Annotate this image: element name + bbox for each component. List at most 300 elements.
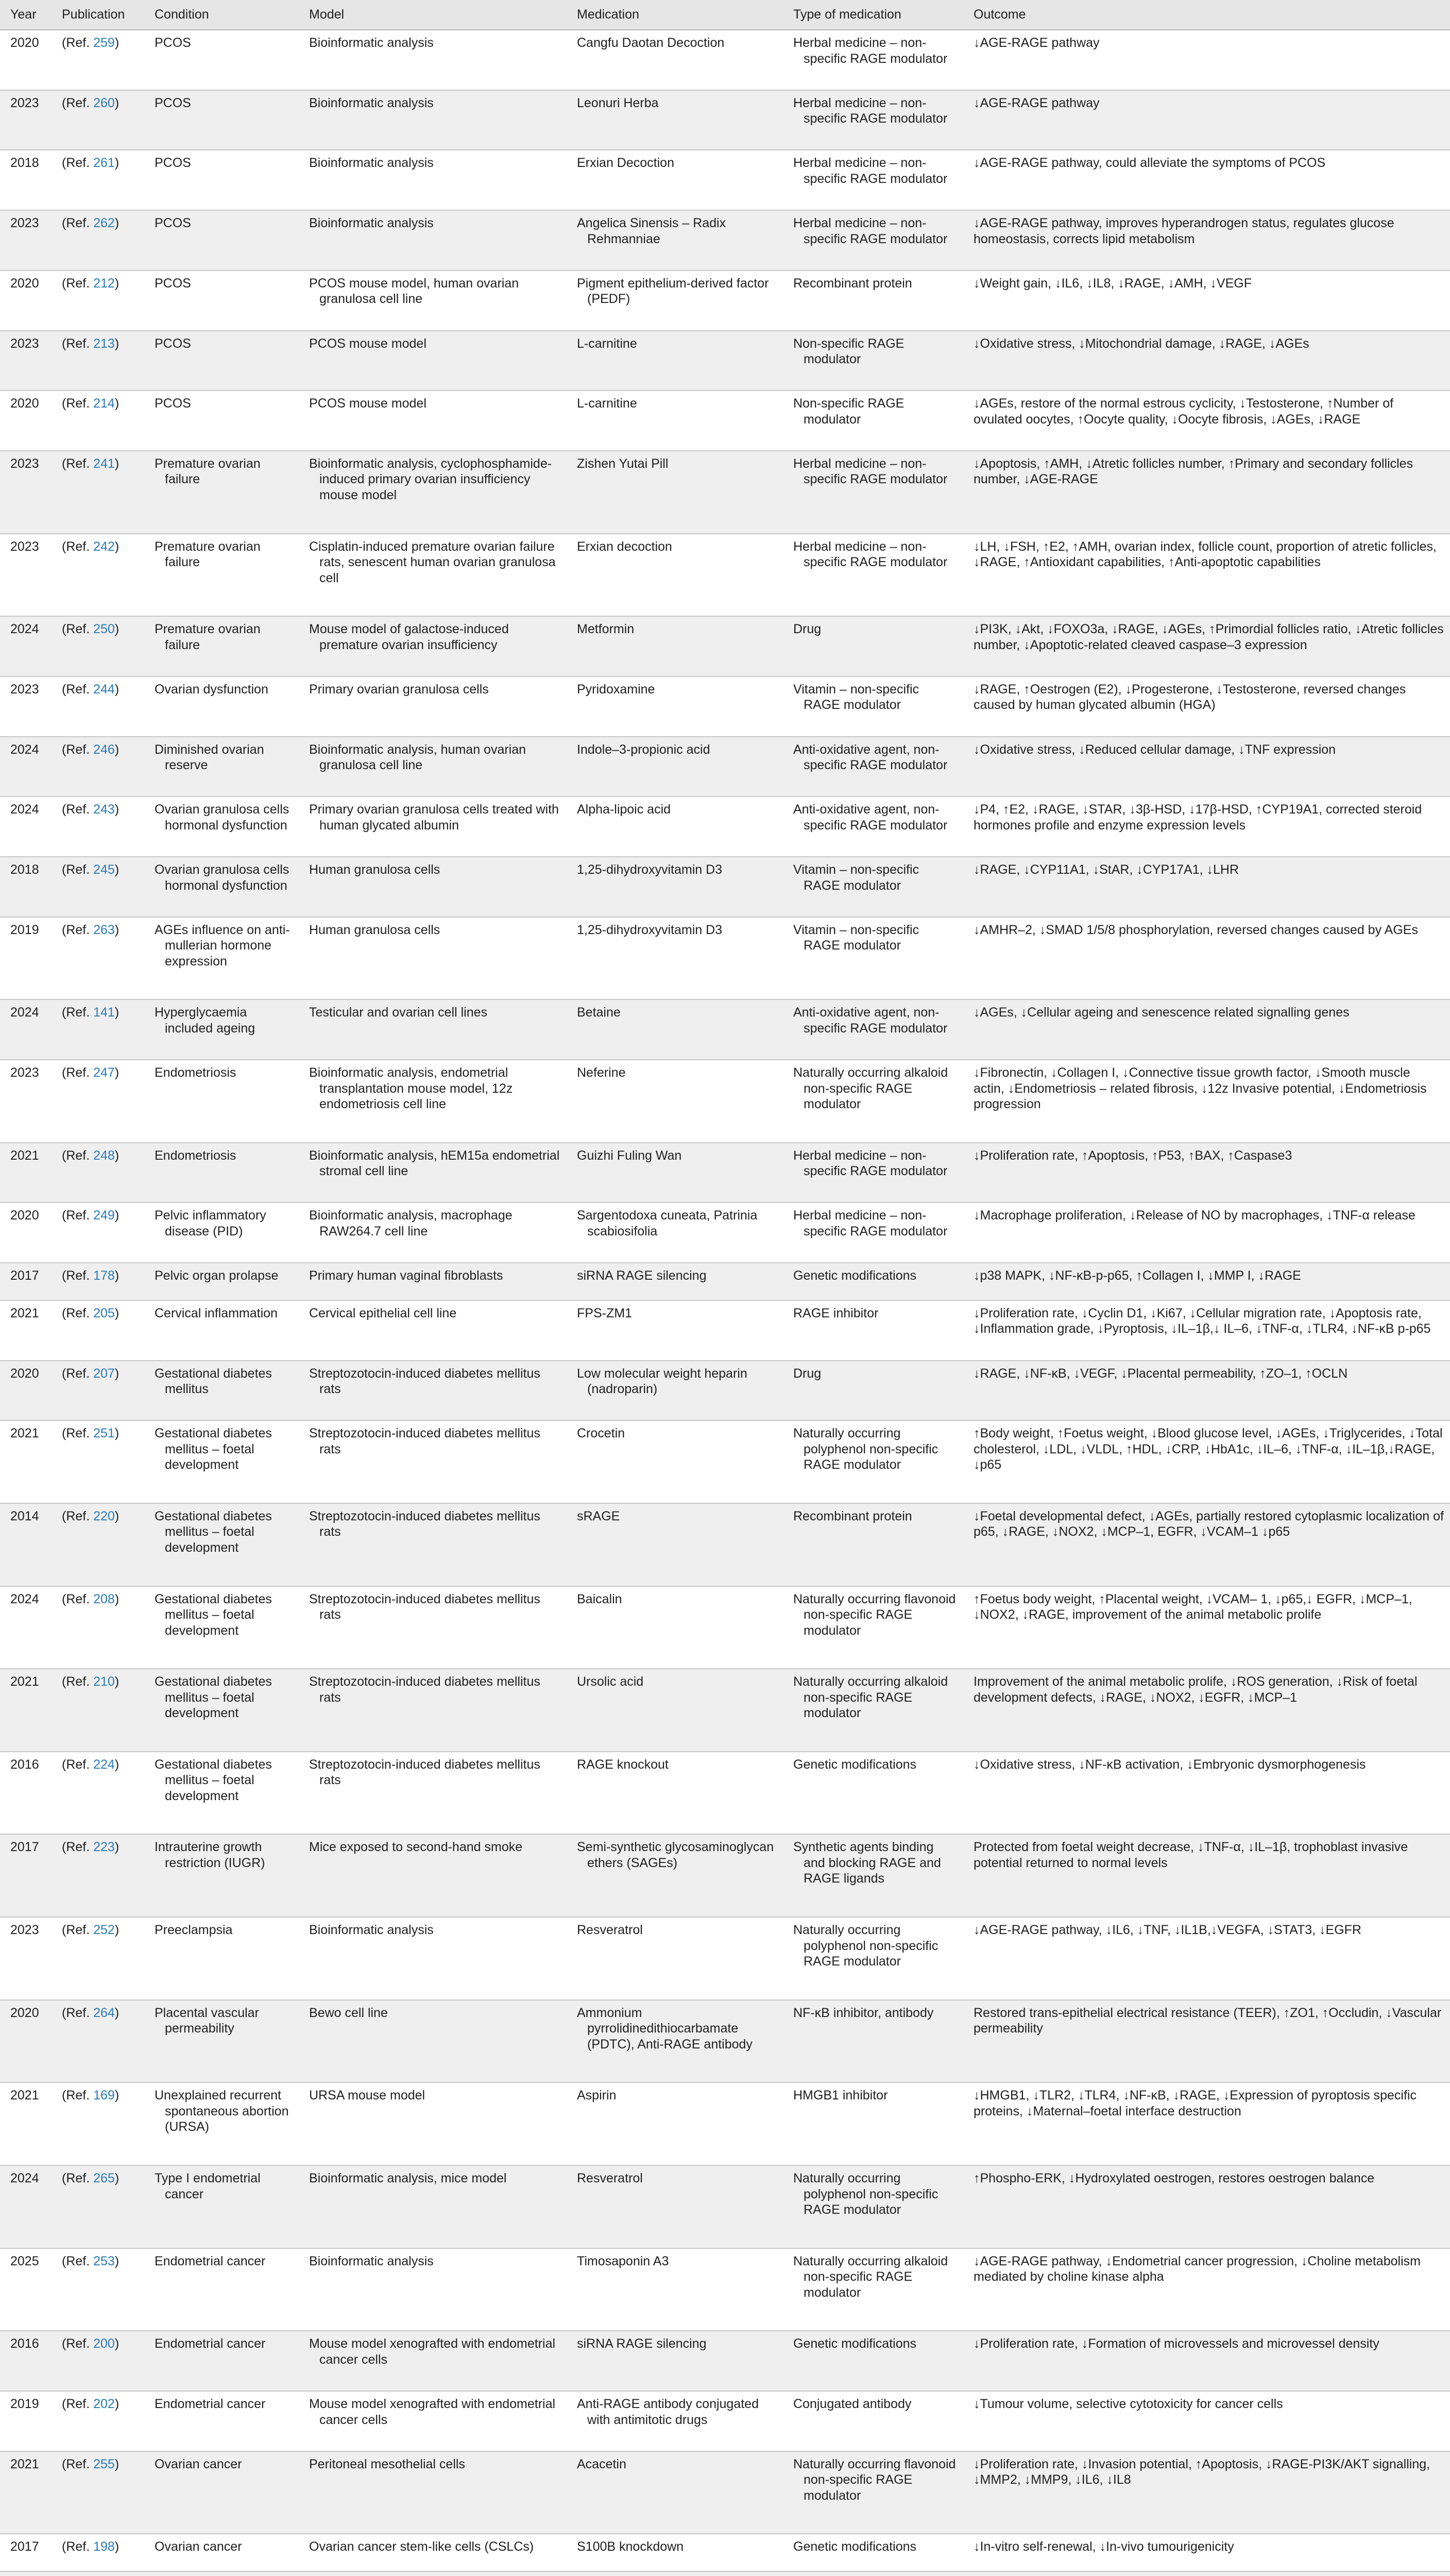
table-row (0, 1503, 1450, 1586)
publication-cell (52, 2391, 144, 2451)
condition-cell (144, 737, 299, 797)
model-cell-text: Bioinformatic analysis (309, 2253, 434, 2268)
outcome-cell-text: ↓AGEs, restore of the normal estrous cyclicity, ↓Testosterone, ↑Number of ovulated oocytes, ↑Oocyte quality, ↓Oocyte fibrosis, ↓AGEs, ↓RAGE (974, 396, 1394, 427)
medication-cell (567, 30, 783, 90)
ref-prefix: (Ref. (62, 1509, 94, 1523)
publication-cell (52, 210, 144, 270)
year-cell (0, 2000, 52, 2083)
ref-suffix: ) (114, 1757, 120, 1772)
reference-link[interactable]: 265 (93, 2171, 115, 2186)
medication-type-cell (783, 30, 963, 90)
ref-suffix: ) (114, 922, 120, 937)
publication-cell (52, 2331, 144, 2391)
condition-cell (144, 210, 299, 270)
outcome-cell (963, 1263, 1450, 1300)
reference-link[interactable]: 252 (93, 1923, 115, 1938)
year-cell-text: 2024 (10, 2171, 39, 2186)
medication-cell-text: FPS-ZM1 (577, 1306, 632, 1320)
header-type-of-medication: Type of medication (783, 0, 963, 30)
year-cell-text: 2021 (10, 1148, 39, 1163)
medication-type-cell-text: Vitamin – non-specific RAGE modulator (793, 922, 919, 953)
reference-link[interactable]: 205 (93, 1306, 115, 1320)
outcome-cell (963, 150, 1450, 210)
medication-type-cell-text: Herbal medicine – non-specific RAGE modulator (793, 539, 948, 570)
ref-suffix: ) (114, 1674, 120, 1689)
reference-link[interactable]: 259 (93, 36, 115, 50)
condition-cell (144, 1143, 299, 1203)
year-cell-text: 2020 (10, 1366, 39, 1381)
year-cell-text: 2020 (10, 36, 39, 50)
ref-prefix: (Ref. (62, 1757, 94, 1772)
publication-cell (52, 1060, 144, 1143)
condition-cell-text: Type I endometrial cancer (155, 2171, 261, 2201)
header-medication: Medication (567, 0, 783, 30)
medication-type-cell-text: Vitamin – non-specific RAGE modulator (793, 682, 919, 713)
outcome-cell (963, 737, 1450, 797)
model-cell-text: Bioinformatic analysis (309, 95, 434, 110)
outcome-cell (963, 1917, 1450, 2000)
ref-suffix: ) (114, 742, 120, 757)
condition-cell (144, 1420, 299, 1503)
medication-cell-text: L-carnitine (577, 336, 637, 351)
condition-cell-text: Gestational diabetes mellitus (155, 1366, 272, 1397)
publication-cell (52, 90, 144, 150)
publication-cell (52, 534, 144, 617)
medication-cell-text: Sargentodoxa cuneata, Patrinia scabiosifolia (577, 1208, 758, 1239)
year-cell-text: 2020 (10, 396, 39, 411)
model-cell-text: Testicular and ovarian cell lines (309, 1005, 488, 1020)
outcome-cell-text: ↓p38 MAPK, ↓NF-κB-p-p65, ↑Collagen I, ↓MMP I, ↓RAGE (974, 1268, 1301, 1283)
medication-type-cell-text: Herbal medicine – non-specific RAGE modulator (793, 216, 948, 246)
model-cell-text: Streptozotocin-induced diabetes mellitus rats (309, 1591, 540, 1622)
publication-cell (52, 616, 144, 676)
year-cell-text: 2019 (10, 922, 39, 937)
medication-type-cell-text: Drug (793, 622, 822, 637)
year-cell (0, 1834, 52, 1917)
model-cell (299, 1420, 567, 1503)
condition-cell-text: Hyperglycaemia included ageing (155, 1005, 255, 1036)
ref-prefix: (Ref. (62, 2253, 94, 2268)
medication-type-cell (783, 1420, 963, 1503)
model-cell-text: Bioinformatic analysis, endometrial transplantation mouse model, 12z endometriosis cell line (309, 1065, 513, 1112)
publication-cell (52, 2165, 144, 2248)
model-cell-text: PCOS mouse model (309, 396, 427, 411)
ref-prefix: (Ref. (62, 922, 94, 937)
medication-type-cell (783, 1060, 963, 1143)
medication-type-cell-text: Herbal medicine – non-specific RAGE modulator (793, 1148, 948, 1179)
medication-cell (567, 1143, 783, 1203)
ref-suffix: ) (114, 396, 120, 411)
medication-cell-text: Timosaponin A3 (577, 2253, 669, 2268)
outcome-cell (963, 1834, 1450, 1917)
ref-prefix: (Ref. (62, 1366, 94, 1381)
reference-link[interactable]: 207 (93, 1366, 115, 1381)
ref-prefix: (Ref. (62, 1148, 94, 1163)
reference-link[interactable]: 220 (93, 1509, 115, 1523)
ref-suffix: ) (114, 1208, 120, 1223)
table-row (0, 1420, 1450, 1503)
model-cell (299, 999, 567, 1060)
year-cell (0, 90, 52, 150)
reference-link[interactable]: 251 (93, 1426, 115, 1441)
medication-cell-text: siRNA RAGE silencing (577, 1268, 707, 1283)
year-cell-text: 2023 (10, 1065, 39, 1080)
publication-cell (52, 1503, 144, 1586)
ref-prefix: (Ref. (62, 802, 94, 817)
year-cell-text: 2021 (10, 1426, 39, 1441)
medication-type-cell (783, 2082, 963, 2165)
year-cell-text: 2014 (10, 1509, 39, 1523)
medication-type-cell-text: Recombinant protein (793, 276, 912, 291)
condition-cell (144, 1361, 299, 1421)
reference-link[interactable]: 263 (93, 922, 115, 937)
reference-link[interactable]: 213 (93, 336, 115, 351)
reference-link[interactable]: 248 (93, 1148, 115, 1163)
publication-cell (52, 1202, 144, 1263)
table-row (0, 331, 1450, 391)
medication-cell (567, 391, 783, 451)
year-cell (0, 534, 52, 617)
model-cell-text: Human granulosa cells (309, 862, 440, 877)
model-cell-text: Peritoneal mesothelial cells (309, 2456, 465, 2471)
medication-type-cell (783, 917, 963, 1000)
ref-suffix: ) (114, 2088, 120, 2103)
reference-link[interactable]: 202 (93, 2397, 115, 2412)
medication-cell (567, 1263, 783, 1300)
condition-cell (144, 1669, 299, 1752)
medication-cell-text: Acacetin (577, 2456, 626, 2471)
year-cell (0, 1361, 52, 1421)
model-cell (299, 2571, 567, 2576)
year-cell (0, 2331, 52, 2391)
medication-type-cell-text: Genetic modifications (793, 2539, 917, 2554)
ref-prefix: (Ref. (62, 1591, 94, 1606)
ref-prefix: (Ref. (62, 216, 94, 231)
model-cell-text: URSA mouse model (309, 2088, 425, 2103)
table-row (0, 857, 1450, 917)
outcome-cell-text: ↑Foetus body weight, ↑Placental weight, ↓VCAM– 1, ↓p65,↓ EGFR, ↓MCP–1, ↓NOX2, ↓RAGE, improvement of the animal metabolic prolife (974, 1591, 1412, 1622)
outcome-cell-text: ↓Weight gain, ↓IL6, ↓IL8, ↓RAGE, ↓AMH, ↓VEGF (974, 276, 1252, 291)
outcome-cell-text: ↓RAGE, ↓NF-κB, ↓VEGF, ↓Placental permeability, ↑ZO–1, ↑OCLN (974, 1366, 1348, 1381)
model-cell (299, 2000, 567, 2083)
condition-cell (144, 30, 299, 90)
publication-cell (52, 1669, 144, 1752)
ref-suffix: ) (114, 2005, 120, 2020)
ref-suffix: ) (114, 2539, 120, 2554)
outcome-cell-text: ↓AMHR–2, ↓SMAD 1/5/8 phosphorylation, reversed changes caused by AGEs (974, 922, 1418, 937)
model-cell (299, 534, 567, 617)
header-model: Model (299, 0, 567, 30)
medication-cell-text: S100B knockdown (577, 2539, 684, 2554)
outcome-cell (963, 1143, 1450, 1203)
condition-cell (144, 1917, 299, 2000)
medication-cell (567, 534, 783, 617)
table-row (0, 1060, 1450, 1143)
publication-cell (52, 1143, 144, 1203)
medication-type-cell-text: Genetic modifications (793, 1268, 917, 1283)
medication-cell-text: siRNA RAGE silencing (577, 2336, 707, 2351)
publication-cell (52, 676, 144, 737)
table-row (0, 451, 1450, 534)
year-cell (0, 2571, 52, 2576)
condition-cell-text: Ovarian cancer (155, 2539, 242, 2554)
model-cell-text: Human granulosa cells (309, 922, 440, 937)
condition-cell (144, 1752, 299, 1835)
ref-prefix: (Ref. (62, 1674, 94, 1689)
condition-cell-text: Gestational diabetes mellitus – foetal development (155, 1426, 272, 1472)
reference-link[interactable]: 212 (93, 276, 115, 291)
year-cell (0, 391, 52, 451)
outcome-cell (963, 1669, 1450, 1752)
condition-cell-text: Premature ovarian failure (155, 456, 261, 487)
medication-type-cell-text: NF-κB inhibitor, antibody (793, 2005, 934, 2020)
year-cell (0, 676, 52, 737)
medication-type-cell-text: HMGB1 inhibitor (793, 2088, 888, 2103)
medication-type-cell (783, 1586, 963, 1669)
ref-prefix: (Ref. (62, 1005, 94, 1020)
year-cell-text: 2024 (10, 802, 39, 817)
medication-type-cell (783, 857, 963, 917)
outcome-cell (963, 1361, 1450, 1421)
medication-cell (567, 1834, 783, 1917)
outcome-cell-text: Improvement of the animal metabolic prolife, ↓ROS generation, ↓Risk of foetal development defects, ↓RAGE, ↓NOX2, ↓EGFR, ↓MCP–1 (974, 1674, 1418, 1705)
ref-suffix: ) (114, 2456, 120, 2471)
medication-type-cell (783, 391, 963, 451)
medication-cell-text: Crocetin (577, 1426, 625, 1441)
year-cell (0, 1263, 52, 1300)
reference-link[interactable]: 264 (93, 2005, 115, 2020)
medication-type-cell (783, 2571, 963, 2576)
reference-link[interactable]: 247 (93, 1065, 115, 1080)
table-row (0, 917, 1450, 1000)
table-row (0, 1143, 1450, 1203)
condition-cell (144, 2331, 299, 2391)
year-cell-text: 2023 (10, 539, 39, 554)
model-cell (299, 1834, 567, 1917)
ref-suffix: ) (114, 216, 120, 231)
medication-cell-text: Resveratrol (577, 2171, 643, 2186)
condition-cell (144, 1834, 299, 1917)
table-header-row (0, 0, 1450, 30)
table-row (0, 2165, 1450, 2248)
medication-cell (567, 737, 783, 797)
reference-link[interactable]: 243 (93, 802, 115, 817)
model-cell (299, 1917, 567, 2000)
model-cell (299, 150, 567, 210)
model-cell (299, 796, 567, 857)
medication-cell (567, 1917, 783, 2000)
year-cell-text: 2023 (10, 95, 39, 110)
ref-suffix: ) (114, 1840, 120, 1855)
outcome-cell-text: ↓Oxidative stress, ↓NF-κB activation, ↓Embryonic dysmorphogenesis (974, 1757, 1366, 1772)
outcome-cell (963, 1420, 1450, 1503)
year-cell-text: 2019 (10, 2397, 39, 2412)
outcome-cell (963, 999, 1450, 1060)
medication-cell-text: RAGE knockout (577, 1757, 669, 1772)
model-cell-text: Primary ovarian granulosa cells (309, 682, 489, 697)
condition-cell (144, 1263, 299, 1300)
outcome-cell-text: ↓P4, ↑E2, ↓RAGE, ↓STAR, ↓3β-HSD, ↓17β-HSD, ↑CYP19A1, corrected steroid hormones profile and enzyme expression levels (974, 802, 1422, 833)
publication-cell (52, 451, 144, 534)
outcome-cell-text: ↓AGEs, ↓Cellular ageing and senescence related signalling genes (974, 1005, 1350, 1020)
year-cell-text: 2021 (10, 1674, 39, 1689)
year-cell (0, 616, 52, 676)
medication-type-cell (783, 1300, 963, 1361)
table-row (0, 534, 1450, 617)
reference-link[interactable]: 141 (93, 1005, 115, 1020)
table-row (0, 1669, 1450, 1752)
year-cell (0, 796, 52, 857)
table-row (0, 210, 1450, 270)
model-cell (299, 1361, 567, 1421)
reference-link[interactable]: 208 (93, 1591, 115, 1606)
model-cell-text: Cervical epithelial cell line (309, 1306, 457, 1320)
publication-cell (52, 331, 144, 391)
condition-cell-text: Endometrial cancer (155, 2397, 266, 2412)
ref-suffix: ) (114, 622, 120, 637)
outcome-cell (963, 391, 1450, 451)
model-cell (299, 331, 567, 391)
outcome-cell-text: ↓Oxidative stress, ↓Reduced cellular damage, ↓TNF expression (974, 742, 1336, 757)
publication-cell (52, 1361, 144, 1421)
reference-link[interactable]: 255 (93, 2456, 115, 2471)
model-cell-text: Mouse model xenografted with endometrial cancer cells (309, 2397, 556, 2427)
publication-cell (52, 1420, 144, 1503)
reference-link[interactable]: 260 (93, 95, 115, 110)
model-cell (299, 737, 567, 797)
outcome-cell (963, 451, 1450, 534)
medication-type-cell-text: Naturally occurring flavonoid non-specific RAGE modulator (793, 1591, 956, 1638)
ref-suffix: ) (114, 456, 120, 471)
ref-suffix: ) (114, 276, 120, 291)
reference-link[interactable]: 223 (93, 1840, 115, 1855)
condition-cell (144, 2571, 299, 2576)
year-cell-text: 2025 (10, 2253, 39, 2268)
publication-cell (52, 1917, 144, 2000)
condition-cell-text: Gestational diabetes mellitus – foetal development (155, 1757, 272, 1803)
outcome-cell-text: ↓PI3K, ↓Akt, ↓FOXO3a, ↓RAGE, ↓AGEs, ↑Primordial follicles ratio, ↓Atretic follicles number, ↓Apoptotic-related cleaved caspase–3 expression (974, 622, 1444, 652)
publication-cell (52, 1263, 144, 1300)
medication-cell (567, 1669, 783, 1752)
condition-cell-text: Endometrial cancer (155, 2253, 266, 2268)
medication-cell (567, 2571, 783, 2576)
publication-cell (52, 1752, 144, 1835)
medication-type-cell (783, 1143, 963, 1203)
medication-cell (567, 616, 783, 676)
medication-cell-text: Erxian decoction (577, 539, 672, 554)
medication-type-cell-text: Naturally occurring alkaloid non-specific RAGE modulator (793, 1674, 948, 1721)
reference-link[interactable]: 178 (93, 1268, 115, 1283)
condition-cell (144, 857, 299, 917)
outcome-cell-text: Protected from foetal weight decrease, ↓TNF-α, ↓IL–1β, trophoblast invasive potential returned to normal levels (974, 1840, 1408, 1870)
reference-link[interactable]: 210 (93, 1674, 115, 1689)
reference-link[interactable]: 242 (93, 539, 115, 554)
table-row (0, 2391, 1450, 2451)
ref-suffix: ) (114, 156, 120, 171)
condition-cell-text: Cervical inflammation (155, 1306, 278, 1320)
reference-link[interactable]: 200 (93, 2336, 115, 2351)
reference-link[interactable]: 214 (93, 396, 115, 411)
reference-link[interactable]: 241 (93, 456, 115, 471)
reference-link[interactable]: 244 (93, 682, 115, 697)
ref-prefix: (Ref. (62, 1306, 94, 1320)
medication-cell (567, 1060, 783, 1143)
reference-link[interactable]: 261 (93, 156, 115, 171)
model-cell-text: Bioinformatic analysis (309, 156, 434, 171)
medication-cell (567, 676, 783, 737)
medication-type-cell (783, 1834, 963, 1917)
year-cell (0, 1752, 52, 1835)
medication-type-cell-text: Drug (793, 1366, 822, 1381)
medication-cell (567, 1503, 783, 1586)
model-cell (299, 1752, 567, 1835)
condition-cell-text: Pelvic inflammatory disease (PID) (155, 1208, 266, 1239)
condition-cell (144, 2165, 299, 2248)
ref-prefix: (Ref. (62, 622, 94, 637)
publication-cell (52, 857, 144, 917)
condition-cell-text: Placental vascular permeability (155, 2005, 259, 2036)
year-cell (0, 1420, 52, 1503)
reference-link[interactable]: 250 (93, 622, 115, 637)
table-body (0, 30, 1450, 2576)
reference-link[interactable]: 262 (93, 216, 115, 231)
publication-cell (52, 391, 144, 451)
reference-link[interactable]: 224 (93, 1757, 115, 1772)
reference-link[interactable]: 249 (93, 1208, 115, 1223)
publication-cell (52, 1834, 144, 1917)
table-row (0, 796, 1450, 857)
condition-cell-text: Gestational diabetes mellitus – foetal development (155, 1674, 272, 1721)
publication-cell (52, 2082, 144, 2165)
model-cell-text: Cisplatin-induced premature ovarian failure rats, senescent human ovarian granulosa cell (309, 539, 556, 585)
reference-link[interactable]: 198 (93, 2539, 115, 2554)
header-outcome: Outcome (963, 0, 1450, 30)
condition-cell (144, 534, 299, 617)
year-cell (0, 150, 52, 210)
condition-cell (144, 451, 299, 534)
table-row (0, 2571, 1450, 2576)
medication-cell (567, 857, 783, 917)
medication-cell (567, 451, 783, 534)
model-cell (299, 1202, 567, 1263)
outcome-cell-text: ↓AGE-RAGE pathway (974, 36, 1100, 50)
model-cell-text: Streptozotocin-induced diabetes mellitus rats (309, 1509, 540, 1539)
model-cell (299, 90, 567, 150)
outcome-cell (963, 534, 1450, 617)
outcome-cell-text: Restored trans-epithelial electrical resistance (TEER), ↑ZO1, ↑Occludin, ↓Vascular permeability (974, 2005, 1442, 2036)
reference-link[interactable]: 246 (93, 742, 115, 757)
medication-type-cell-text: Naturally occurring flavonoid non-specific RAGE modulator (793, 2456, 956, 2503)
condition-cell-text: PCOS (155, 276, 191, 291)
year-cell (0, 30, 52, 90)
year-cell (0, 2082, 52, 2165)
medication-type-cell (783, 676, 963, 737)
reference-link[interactable]: 245 (93, 862, 115, 877)
ref-suffix: ) (114, 1268, 120, 1283)
medication-cell (567, 2165, 783, 2248)
condition-cell-text: Ovarian dysfunction (155, 682, 268, 697)
medication-cell (567, 2000, 783, 2083)
publication-cell (52, 999, 144, 1060)
year-cell-text: 2017 (10, 1840, 39, 1855)
year-cell-text: 2018 (10, 862, 39, 877)
reference-link[interactable]: 253 (93, 2253, 115, 2268)
model-cell-text: Bioinformatic analysis (309, 216, 434, 231)
year-cell-text: 2021 (10, 1306, 39, 1320)
reference-link[interactable]: 169 (93, 2088, 115, 2103)
medication-cell-text: L-carnitine (577, 396, 637, 411)
table-row (0, 2000, 1450, 2083)
